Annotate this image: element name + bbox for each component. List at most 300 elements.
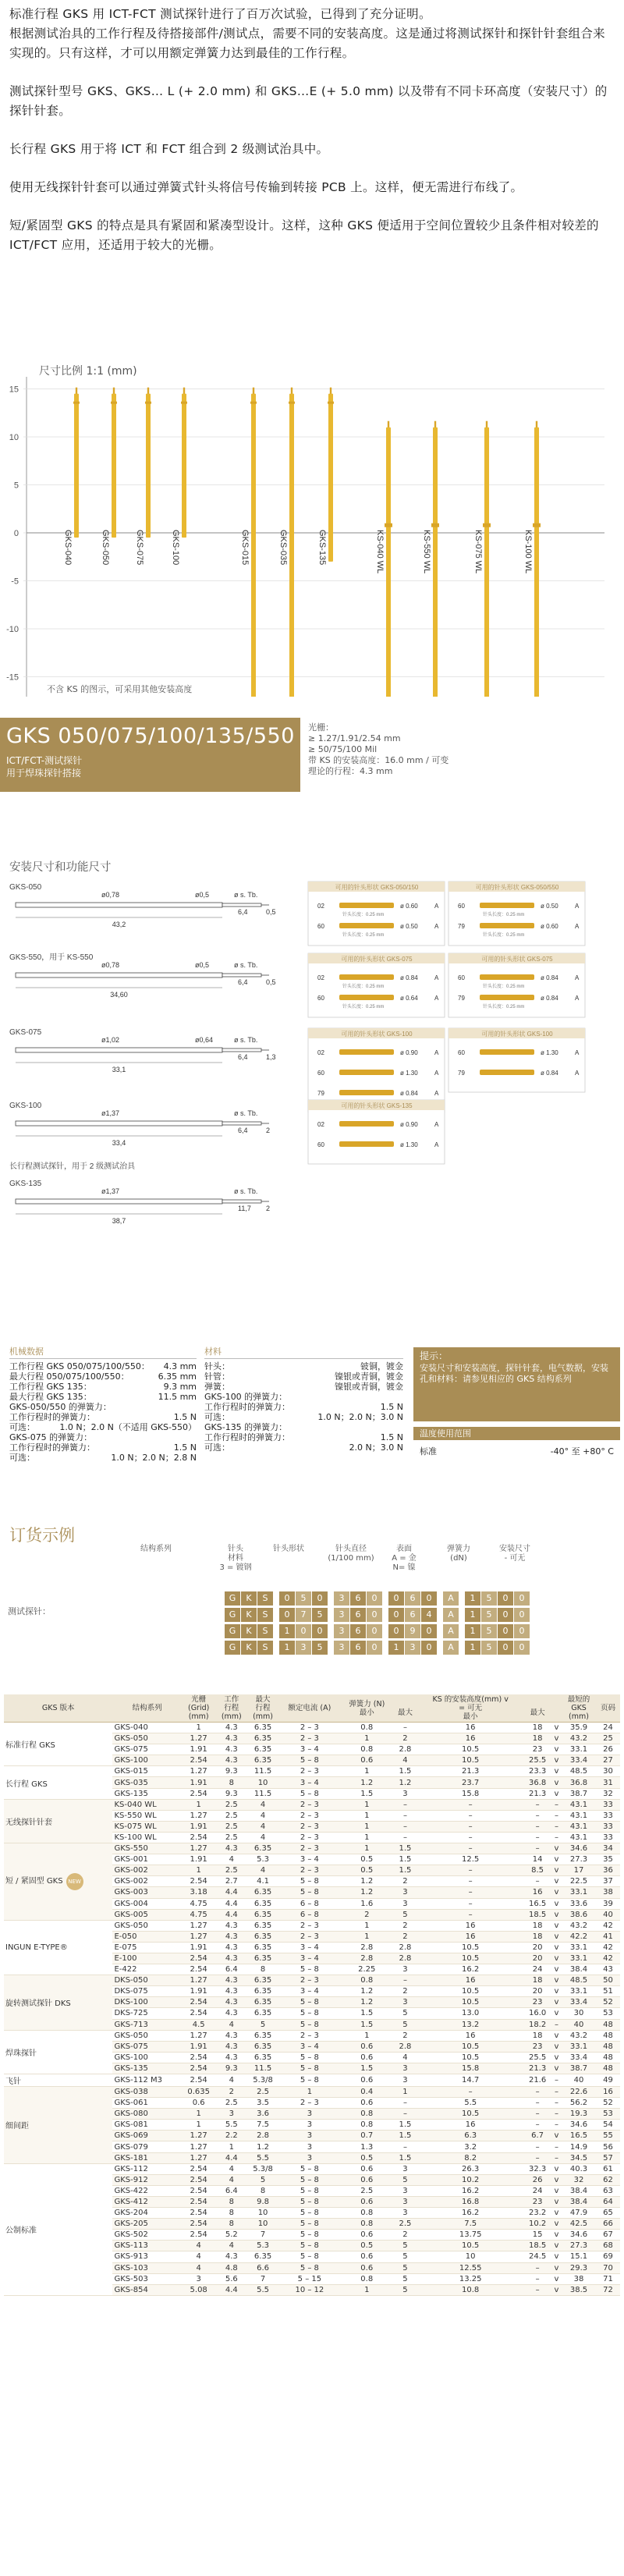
- table-cell: 2.54: [182, 2208, 216, 2219]
- table-cell: 5.6: [216, 2273, 247, 2284]
- table-cell: 10.5: [417, 1744, 523, 1755]
- probe-ks-040-wl: [385, 421, 392, 697]
- table-row: [4, 1766, 620, 1777]
- mat-row: [204, 1392, 403, 1402]
- table-cell: –: [523, 2087, 551, 2098]
- group-name: [4, 1843, 112, 1921]
- table-cell: 1: [341, 1810, 393, 1821]
- tip-panel-title: 可用的针头形状 GKS-050/550: [475, 884, 559, 891]
- table-cell: 6.35: [247, 1920, 278, 1931]
- table-cell: 33.1: [562, 1744, 596, 1755]
- mech-key: 可选：: [9, 1453, 35, 1463]
- table-cell: 2 – 3: [278, 1975, 340, 1986]
- table-cell: GKS-035: [112, 1777, 181, 1788]
- drawing-title: GKS-075: [9, 1028, 42, 1037]
- dim-d1: ø0,78: [101, 891, 120, 899]
- table-cell: v: [551, 2273, 562, 2284]
- table-row: [4, 2030, 620, 2041]
- table-cell: 3.18: [182, 1887, 216, 1898]
- table-cell: 5: [393, 2008, 417, 2019]
- table-cell: 2 – 3: [278, 2098, 340, 2109]
- table-cell: 15.8: [417, 1788, 523, 1799]
- table-cell: 5: [247, 2019, 278, 2030]
- table-cell: 66: [596, 2219, 620, 2230]
- table-cell: 33.4: [562, 2052, 596, 2063]
- table-cell: 16.2: [417, 2185, 523, 2196]
- table-cell: –: [551, 2087, 562, 2098]
- table-cell: 14.9: [562, 2141, 596, 2152]
- table-cell: GKS-081: [112, 2120, 181, 2131]
- probe-label: GKS-135: [317, 530, 327, 566]
- table-cell: 39: [596, 1898, 620, 1909]
- table-cell: –: [523, 1821, 551, 1832]
- dim-l3: 1,3: [266, 1053, 276, 1061]
- table-cell: –: [551, 1832, 562, 1843]
- table-cell: 4: [216, 2174, 247, 2185]
- table-cell: 2.5: [216, 2098, 247, 2109]
- order-gap: [274, 1641, 278, 1655]
- table-cell: 2.8: [341, 1942, 393, 1953]
- table-cell: 43.1: [562, 1810, 596, 1821]
- tip-panel-3: [448, 953, 585, 1017]
- order-char: S: [257, 1641, 273, 1655]
- table-cell: 16.8: [417, 2196, 523, 2207]
- table-cell: 0.8: [341, 1975, 393, 1986]
- table-header: 最大 行程 (mm): [247, 1694, 278, 1723]
- mech-key: 可选：: [9, 1422, 35, 1432]
- table-cell: 2.54: [182, 1953, 216, 1964]
- table-cell: 2.5: [216, 1865, 247, 1876]
- table-cell: 1.91: [182, 1942, 216, 1953]
- table-cell: v: [551, 1843, 562, 1854]
- table-cell: 21.6: [523, 2074, 551, 2087]
- table-cell: KS-100 WL: [112, 1832, 181, 1843]
- table-cell: 0.8: [341, 1744, 393, 1755]
- table-cell: 1: [341, 1843, 393, 1854]
- tip-code: 02: [317, 1121, 324, 1128]
- table-cell: 1.5: [393, 2120, 417, 2131]
- table-cell: 16.2: [417, 2208, 523, 2219]
- order-char: K: [241, 1624, 257, 1638]
- table-cell: 0.8: [341, 2219, 393, 2230]
- order-char: 6: [350, 1641, 366, 1655]
- table-cell: 38.4: [562, 1964, 596, 1975]
- table-cell: v: [551, 2131, 562, 2141]
- table-cell: 4.8: [216, 2262, 247, 2273]
- order-char: 0: [312, 1591, 328, 1606]
- table-cell: 18.5: [523, 1909, 551, 1920]
- table-cell: 1.91: [182, 1777, 216, 1788]
- probe-label: GKS-100: [171, 530, 180, 566]
- group-label: 无线探针针套: [5, 1818, 52, 1827]
- table-cell: 1.91: [182, 1986, 216, 1997]
- table-cell: DKS-075: [112, 1986, 181, 1997]
- dim-l2: 11,7: [238, 1205, 251, 1212]
- table-cell: 51: [596, 1986, 620, 1997]
- table-cell: 10.5: [417, 2052, 523, 2063]
- table-cell: v: [551, 1964, 562, 1975]
- tip-text: 安装尺寸和安装高度，探针针套，电气数据，安装孔和材料：请参见相应的 GKS 结构系列: [420, 1363, 608, 1384]
- tip-panel-6: [308, 1100, 445, 1164]
- table-cell: 2: [216, 2087, 247, 2098]
- table-row: [4, 2074, 620, 2087]
- dim-d2: ø0,5: [195, 891, 210, 899]
- table-cell: 2.8: [393, 1744, 417, 1755]
- table-cell: v: [551, 1887, 562, 1898]
- technical-drawings: [0, 874, 624, 1342]
- mech-key: GKS-050/550 的弹簧力：: [9, 1402, 112, 1412]
- dim-d2: ø0,64: [195, 1036, 214, 1044]
- table-cell: –: [551, 1810, 562, 1821]
- table-cell: –: [417, 1865, 523, 1876]
- table-cell: v: [551, 1854, 562, 1865]
- table-cell: 0.5: [341, 1854, 393, 1865]
- table-cell: 1.5: [393, 1854, 417, 1865]
- order-gap: [274, 1608, 278, 1622]
- table-cell: 1.5: [393, 1766, 417, 1777]
- table-cell: 2.8: [341, 1953, 393, 1964]
- table-cell: v: [551, 1931, 562, 1942]
- table-cell: 4.3: [216, 1942, 247, 1953]
- table-cell: 1.2: [341, 1997, 393, 2008]
- table-cell: 33.1: [562, 1942, 596, 1953]
- probe-gks-035: [289, 388, 295, 697]
- scale-tick: 10: [9, 433, 19, 442]
- table-cell: 4: [182, 2262, 216, 2273]
- table-cell: 2.25: [341, 1964, 393, 1975]
- table-cell: –: [417, 1843, 523, 1854]
- mech-key: 工作行程 GKS 050/075/100/550：: [9, 1361, 150, 1371]
- table-cell: 11.5: [247, 1766, 278, 1777]
- probe-label: KS-040 WL: [375, 530, 385, 574]
- table-cell: 1.2: [341, 1887, 393, 1898]
- table-cell: 55: [596, 2131, 620, 2141]
- table-cell: 2.54: [182, 1997, 216, 2008]
- mat-value: 2.0 N；3.0 N: [349, 1442, 403, 1453]
- table-cell: –: [393, 1810, 417, 1821]
- dim-d3: ø s. Tb.: [234, 961, 258, 969]
- order-char: S: [257, 1591, 273, 1606]
- dim-d1: ø1,02: [101, 1036, 120, 1044]
- group-label: 细间距: [5, 2122, 29, 2131]
- table-cell: –: [551, 2098, 562, 2109]
- table-cell: 53: [596, 2109, 620, 2120]
- table-cell: 10.5: [417, 1942, 523, 1953]
- table-cell: 4.3: [216, 1744, 247, 1755]
- table-cell: 25: [596, 1733, 620, 1744]
- table-cell: 2 – 3: [278, 1733, 340, 1744]
- table-cell: 6.35: [247, 2052, 278, 2063]
- table-cell: 7.5: [417, 2219, 523, 2230]
- dim-length: 43,2: [112, 921, 126, 928]
- tip-surface: A: [434, 974, 439, 981]
- table-cell: 5: [393, 1909, 417, 1920]
- table-cell: 10.2: [417, 2174, 523, 2185]
- order-gap: [383, 1608, 388, 1622]
- dim-d1: ø0,78: [101, 961, 120, 969]
- table-cell: –: [417, 1799, 523, 1810]
- table-cell: 25.5: [523, 1755, 551, 1766]
- table-cell: 2.54: [182, 2230, 216, 2241]
- table-header: 页码: [596, 1694, 620, 1723]
- table-cell: v: [551, 1876, 562, 1887]
- mat-key: 针管：: [204, 1371, 230, 1382]
- order-char: K: [241, 1641, 257, 1655]
- table-cell: 13.25: [417, 2273, 523, 2284]
- mech-value: 4.3 mm: [163, 1361, 197, 1371]
- table-cell: 42: [596, 1920, 620, 1931]
- probe-gks-015: [250, 388, 257, 697]
- table-cell: –: [417, 1832, 523, 1843]
- table-cell: 0.8: [341, 2109, 393, 2120]
- table-cell: E-100: [112, 1953, 181, 1964]
- table-cell: 0.6: [341, 2196, 393, 2207]
- table-cell: 2: [393, 1876, 417, 1887]
- order-char: 0: [498, 1624, 513, 1638]
- table-cell: 4.75: [182, 1909, 216, 1920]
- table-cell: 6 – 8: [278, 1898, 340, 1909]
- table-cell: GKS-050: [112, 1920, 181, 1931]
- table-cell: 42.2: [562, 1931, 596, 1942]
- table-cell: 5 – 8: [278, 1788, 340, 1799]
- table-cell: 4: [216, 2019, 247, 2030]
- table-cell: 1.6: [341, 1898, 393, 1909]
- order-char: 0: [388, 1608, 404, 1622]
- order-char: 5: [481, 1591, 497, 1606]
- table-cell: GKS-135: [112, 1788, 181, 1799]
- table-header: 光栅 (Grid) (mm): [182, 1694, 216, 1723]
- table-cell: KS-040 WL: [112, 1799, 181, 1810]
- table-cell: 33.4: [562, 1997, 596, 2008]
- drawing-title: GKS-550，用于 KS-550: [9, 953, 94, 962]
- table-cell: v: [551, 2251, 562, 2262]
- table-cell: 47.9: [562, 2208, 596, 2219]
- order-label: 结构系列: [140, 1545, 172, 1553]
- table-cell: 18.2: [523, 2019, 551, 2030]
- probe-label: GKS-075: [135, 530, 144, 566]
- table-header: 最大: [523, 1694, 551, 1723]
- table-cell: 6.35: [247, 2041, 278, 2052]
- table-cell: 48: [596, 2030, 620, 2041]
- table-cell: 4: [247, 1799, 278, 1810]
- table-cell: 6.3: [417, 2131, 523, 2141]
- dim-d3: ø s. Tb.: [234, 1109, 258, 1117]
- table-cell: GKS-080: [112, 2109, 181, 2120]
- table-cell: –: [393, 1723, 417, 1733]
- table-cell: 27.3: [562, 1854, 596, 1865]
- table-cell: 1.5: [393, 1865, 417, 1876]
- table-cell: 20: [523, 1942, 551, 1953]
- table-cell: GKS-001: [112, 1854, 181, 1865]
- order-char: 0: [514, 1608, 530, 1622]
- table-cell: 23: [523, 1744, 551, 1755]
- probe-label: GKS-040: [63, 530, 73, 566]
- tip-code: 79: [458, 1070, 465, 1077]
- table-cell: 3 – 4: [278, 1942, 340, 1953]
- table-cell: 5 – 8: [278, 2230, 340, 2241]
- tip-diameter: ø 0.84: [400, 974, 418, 981]
- banner-spec-3: ≥ 50/75/100 Mil: [308, 744, 378, 754]
- table-cell: 2 – 3: [278, 1931, 340, 1942]
- tip-code: 79: [458, 923, 465, 930]
- table-cell: 3: [393, 2074, 417, 2087]
- table-cell: 71: [596, 2273, 620, 2284]
- table-cell: 2.54: [182, 2196, 216, 2207]
- table-cell: –: [523, 2098, 551, 2109]
- probe-gks-100: [181, 388, 187, 538]
- order-char: 3: [334, 1624, 349, 1638]
- tip-code: 79: [458, 995, 465, 1002]
- mat-key: 针头：: [204, 1361, 230, 1371]
- table-cell: 33.1: [562, 1887, 596, 1898]
- env-value: -40° 至 +80° C: [550, 1446, 614, 1457]
- mat-row: [204, 1412, 403, 1422]
- banner-spec-5: 理论的行程：4.3 mm: [308, 766, 393, 776]
- order-gap: [383, 1641, 388, 1655]
- table-cell: 5 – 8: [278, 2262, 340, 2273]
- table-cell: 63: [596, 2185, 620, 2196]
- table-cell: 1.5: [393, 2131, 417, 2141]
- table-cell: 4: [216, 2163, 247, 2174]
- table-cell: 5.3/8: [247, 2163, 278, 2174]
- table-cell: GKS-422: [112, 2185, 181, 2196]
- table-cell: GKS-412: [112, 2196, 181, 2207]
- drawing-4: [9, 1180, 270, 1225]
- table-cell: GKS-112 M3: [112, 2074, 181, 2087]
- table-cell: 8: [216, 2219, 247, 2230]
- table-cell: 2 – 3: [278, 1766, 340, 1777]
- table-cell: 38.7: [562, 2063, 596, 2074]
- table-cell: 38.4: [562, 2185, 596, 2196]
- mat-row: [204, 1361, 403, 1371]
- table-cell: 3: [393, 2063, 417, 2074]
- install-title: 安装尺寸和功能尺寸: [9, 861, 112, 874]
- table-cell: 62: [596, 2174, 620, 2185]
- table-cell: 40: [562, 2074, 596, 2087]
- table-cell: 1.2: [247, 2141, 278, 2152]
- table-cell: 1: [216, 2141, 247, 2152]
- table-cell: 48: [596, 2041, 620, 2052]
- table-header: 额定电流 (A): [278, 1694, 340, 1723]
- table-cell: 5 – 15: [278, 2273, 340, 2284]
- table-cell: 2: [393, 1931, 417, 1942]
- table-row: [4, 1920, 620, 1931]
- table-cell: –: [523, 2109, 551, 2120]
- order-char: 0: [514, 1591, 530, 1606]
- scale-figure: [0, 363, 624, 706]
- group-name: [4, 1799, 112, 1843]
- table-cell: 0.6: [341, 2174, 393, 2185]
- table-cell: v: [551, 1777, 562, 1788]
- order-gap: [438, 1591, 442, 1606]
- table-cell: 5.3: [247, 1854, 278, 1865]
- tip-surface: A: [434, 1090, 439, 1097]
- table-cell: v: [551, 1986, 562, 1997]
- table-cell: –: [393, 1975, 417, 1986]
- table-cell: 10.5: [417, 1986, 523, 1997]
- table-cell: E-050: [112, 1931, 181, 1942]
- table-cell: 3 – 4: [278, 1986, 340, 1997]
- table-cell: 24.5: [523, 2251, 551, 2262]
- table-cell: v: [551, 2008, 562, 2019]
- mat-key: 可选：: [204, 1412, 230, 1422]
- order-char: 0: [312, 1624, 328, 1638]
- table-cell: 16: [417, 1931, 523, 1942]
- mech-row: [9, 1402, 197, 1412]
- order-char: 3: [334, 1641, 349, 1655]
- table-cell: –: [551, 2074, 562, 2087]
- table-cell: 2 – 3: [278, 1810, 340, 1821]
- table-cell: v: [551, 1744, 562, 1755]
- table-cell: –: [417, 1821, 523, 1832]
- table-cell: 23.3: [523, 1766, 551, 1777]
- table-cell: 29.3: [562, 2262, 596, 2273]
- table-cell: 2.5: [393, 2219, 417, 2230]
- tip-diameter: ø 0.60: [400, 903, 418, 910]
- table-cell: –: [551, 2152, 562, 2163]
- table-cell: 4: [182, 2241, 216, 2251]
- tip-surface: A: [575, 974, 580, 981]
- table-cell: 5: [393, 2174, 417, 2185]
- table-cell: 26: [596, 1744, 620, 1755]
- table-cell: 2.54: [182, 2163, 216, 2174]
- table-cell: 0.6: [341, 2251, 393, 2262]
- tip-panel-title: 可用的针头形状 GKS-100: [481, 1031, 553, 1038]
- table-cell: 15.8: [417, 2063, 523, 2074]
- table-cell: 23: [523, 1997, 551, 2008]
- dim-d3: ø s. Tb.: [234, 1036, 258, 1044]
- table-cell: –: [523, 1832, 551, 1843]
- dim-l3: 0,5: [266, 908, 276, 916]
- order-label: 弹簧力 (dN): [447, 1545, 470, 1563]
- order-char: G: [225, 1641, 240, 1655]
- table-cell: 6.35: [247, 1755, 278, 1766]
- order-row-label: 测试探针：: [8, 1606, 51, 1616]
- tip-panel-5: [448, 1028, 585, 1092]
- table-row: [4, 1843, 620, 1854]
- table-cell: –: [551, 2120, 562, 2131]
- mech-row: [9, 1382, 197, 1392]
- mech-value: 1.5 N: [173, 1442, 197, 1453]
- mech-row: [9, 1432, 197, 1442]
- table-cell: 2 – 3: [278, 1920, 340, 1931]
- order-char: G: [225, 1608, 240, 1622]
- table-cell: v: [551, 2241, 562, 2251]
- table-cell: 33: [596, 1799, 620, 1810]
- table-cell: 19.3: [562, 2109, 596, 2120]
- table-cell: 0.6: [341, 1755, 393, 1766]
- table-cell: 3 – 4: [278, 2041, 340, 2052]
- scale-tick: 15: [9, 385, 19, 395]
- intro-p6: 短/紧固型 GKS 的特点是具有紧固和紧凑型设计。这样，这种 GKS 便适用于空间位置较少且条件相对较差的 ICT/FCT 应用，还适用于较大的光栅。: [9, 218, 599, 252]
- dim-l2: 6,4: [238, 1053, 248, 1061]
- table-cell: GKS-004: [112, 1898, 181, 1909]
- table-cell: v: [551, 1766, 562, 1777]
- mat-value: 1.0 N；2.0 N；3.0 N: [317, 1412, 403, 1422]
- table-cell: 10.5: [417, 2109, 523, 2120]
- table-cell: 3: [393, 2208, 417, 2219]
- table-cell: 8: [247, 2185, 278, 2196]
- table-cell: 10: [247, 2219, 278, 2230]
- tip-surface: A: [575, 1070, 580, 1077]
- table-cell: 56.2: [562, 2098, 596, 2109]
- table-cell: 11.5: [247, 2063, 278, 2074]
- table-cell: GKS-002: [112, 1876, 181, 1887]
- order-char: 6: [350, 1624, 366, 1638]
- table-cell: v: [551, 1865, 562, 1876]
- scale-tick: -10: [6, 625, 19, 634]
- table-cell: GKS-038: [112, 2087, 181, 2098]
